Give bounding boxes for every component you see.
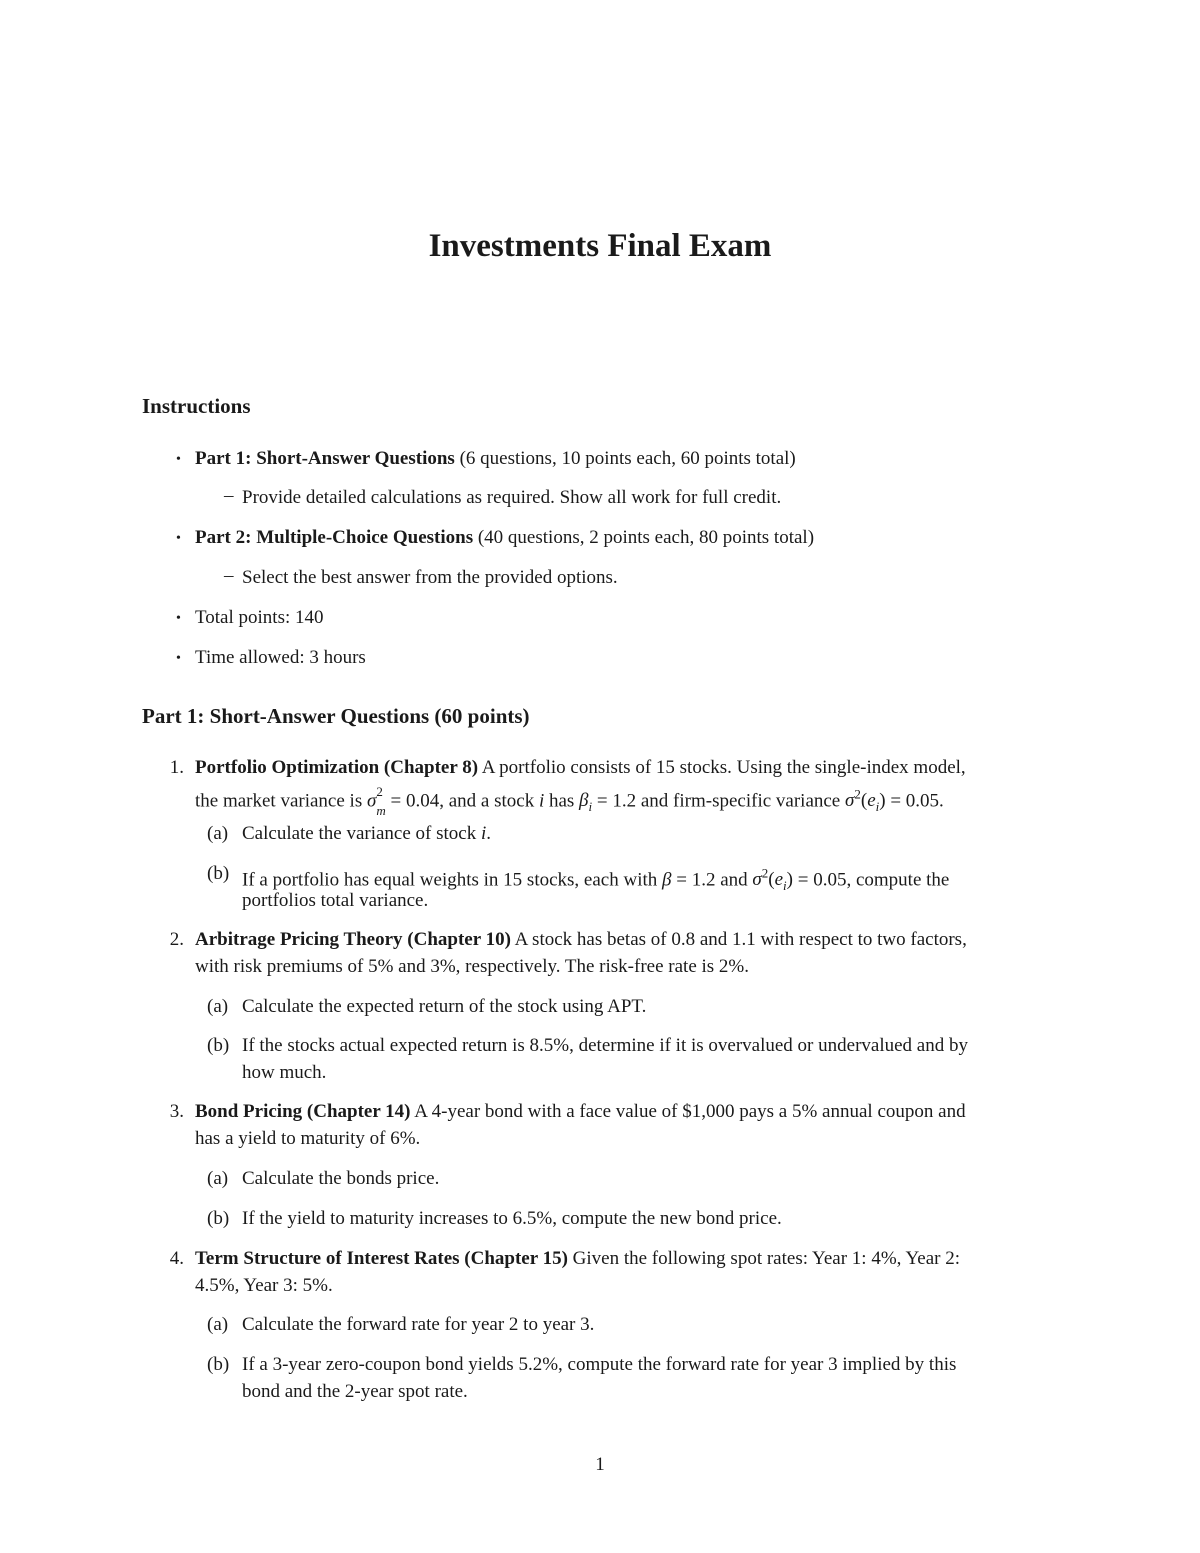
question-4a: Calculate the forward rate for year 2 to year 3.	[242, 1314, 595, 1335]
question-2-line-1: Arbitrage Pricing Theory (Chapter 10) A stock has betas of 0.8 and 1.1 with respect to two factors,	[195, 929, 967, 950]
part1-heading: Part 1: Short-Answer Questions (60 points)	[142, 704, 530, 728]
dash-icon: –	[224, 565, 234, 586]
question-number: 2.	[169, 929, 184, 950]
subpart-label: (a)	[207, 1168, 229, 1189]
question-number: 1.	[169, 757, 184, 778]
subpart-label: (b)	[207, 1354, 230, 1375]
question-4-line-1: Term Structure of Interest Rates (Chapter 15) Given the following spot rates: Year 1: 4%, Year 2:	[195, 1248, 961, 1269]
question-2a: Calculate the expected return of the stock using APT.	[242, 996, 647, 1017]
page-number: 1	[595, 1454, 605, 1475]
question-4-line-2: 4.5%, Year 3: 5%.	[195, 1275, 333, 1296]
question-2b-line-1: If the stocks actual expected return is 8.5%, determine if it is overvalued or undervalued and by	[242, 1035, 968, 1056]
question-number: 4.	[169, 1248, 184, 1269]
instruction-item-part1: Part 1: Short-Answer Questions (6 questions, 10 points each, 60 points total)	[195, 448, 796, 469]
subpart-label: (b)	[207, 1208, 230, 1229]
question-1-line-1: Portfolio Optimization (Chapter 8) A portfolio consists of 15 stocks. Using the single-index model,	[195, 757, 966, 778]
instruction-item-time: Time allowed: 3 hours	[195, 647, 366, 668]
subpart-label: (a)	[207, 996, 229, 1017]
subpart-label: (b)	[207, 863, 230, 884]
question-number: 3.	[169, 1101, 184, 1122]
bullet-icon: •	[176, 611, 181, 626]
dash-icon: –	[224, 485, 234, 506]
subpart-label: (b)	[207, 1035, 230, 1056]
bullet-icon: •	[176, 651, 181, 666]
question-1-line-2: the market variance is σ 2 $_m$ = 0.04, and a stock i has $\beta_i = 1.2$ and firm-specific variance $\sigma^2(e_i) = 0.05$.	[195, 784, 944, 819]
bullet-icon: •	[176, 452, 181, 467]
instruction-subitem-part2: Select the best answer from the provided options.	[242, 567, 618, 588]
beta-i-symbol: $\beta_i$	[579, 790, 593, 815]
question-2b-line-2: how much.	[242, 1062, 327, 1083]
question-1b-line-1: If a portfolio has equal weights in 15 stocks, each with β = 1.2 and $\sigma^2(e_i) = 0.05$, compute the	[242, 866, 950, 894]
firm-variance-symbol: $\sigma^2(e_i)$	[845, 787, 886, 815]
question-3a: Calculate the bonds price.	[242, 1168, 440, 1189]
instruction-item-part2: Part 2: Multiple-Choice Questions (40 questions, 2 points each, 80 points total)	[195, 527, 815, 548]
question-4b-line-1: If a 3-year zero-coupon bond yields 5.2%, compute the forward rate for year 3 implied by this	[242, 1354, 957, 1375]
document-title: Investments Final Exam	[428, 228, 772, 264]
question-1a: Calculate the variance of stock i.	[242, 823, 492, 844]
market-variance-symbol: σ 2 $_m$	[366, 784, 386, 819]
question-3b: If the yield to maturity increases to 6.5%, compute the new bond price.	[242, 1208, 782, 1229]
question-3-line-1: Bond Pricing (Chapter 14) A 4-year bond with a face value of $1,000 pays a 5% annual coupon and	[195, 1101, 966, 1122]
instruction-subitem-part1: Provide detailed calculations as required. Show all work for full credit.	[242, 487, 782, 508]
instruction-item-total: Total points: 140	[195, 607, 324, 628]
subpart-label: (a)	[207, 1314, 229, 1335]
question-1b-line-2: portfolios total variance.	[242, 890, 429, 911]
question-4b-line-2: bond and the 2-year spot rate.	[242, 1381, 468, 1402]
stock-i-symbol: i	[538, 790, 545, 812]
subpart-label: (a)	[207, 823, 229, 844]
question-3-line-2: has a yield to maturity of 6%.	[195, 1128, 421, 1149]
instructions-heading: Instructions	[142, 394, 251, 418]
bullet-icon: •	[176, 531, 181, 546]
question-2-line-2: with risk premiums of 5% and 3%, respectively. The risk-free rate is 2%.	[195, 956, 750, 977]
